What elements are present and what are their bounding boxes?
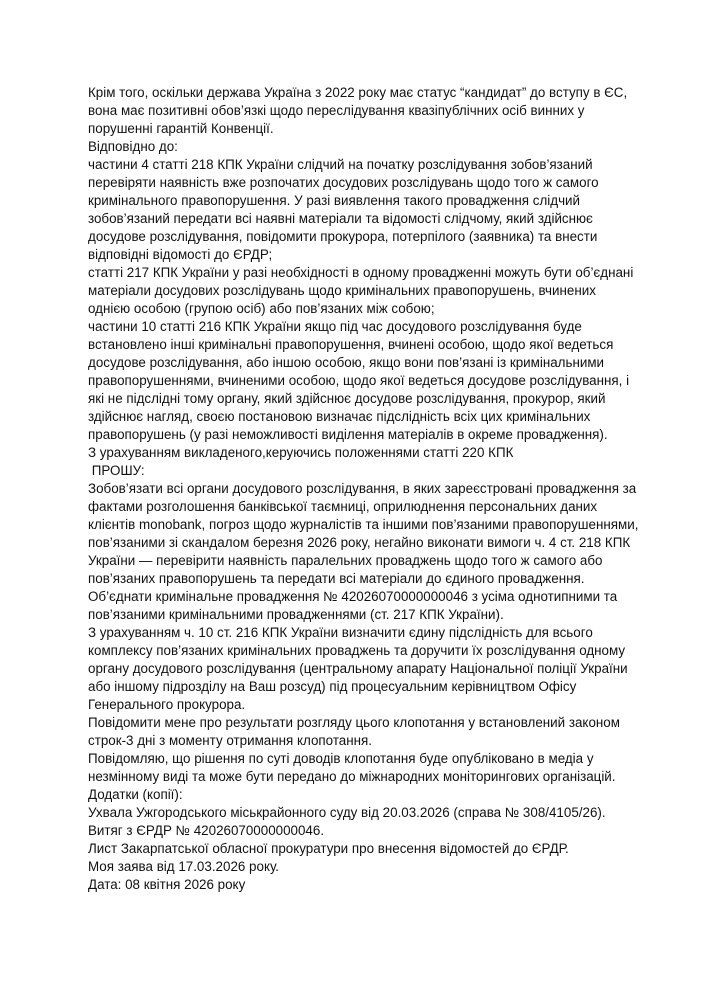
request-item-notify: Повідомити мене про результати розгляду цього клопотання у встановлений законом строк-3 дні з моменту отримання клопотання. — [88, 715, 620, 748]
paragraph-eu-candidate-status: Крім того, оскільки держава Україна з 2022 року має статус “кандидат” до вступу в ЄС, вона має позитивні обов’язкі щодо переслідування квазіпублічних осіб винних у порушенні гарантій Конвенції. — [88, 85, 628, 136]
paragraph-article-216: частини 10 статті 216 КПК України якщо під час досудового розслідування буде встановлено інші кримінальні правопорушення, вчинені особою, щодо якої ведеться досудове розслідування, або іншою особою, якщо вони пов’язані із кримінальними правопорушеннями, вчиненими особою, щодо якої ведеться досудове розслідування, і які не підслідні тому органу, який здійснює досудове розслідування, прокурор, який здійснює нагляд, своєю постановою визначає підслідність всіх цих кримінальних правопорушень (у разі неможливості виділення матеріалів в окреме провадження). — [88, 319, 630, 442]
paragraph-article-218: частини 4 статті 218 КПК України слідчий на початку розслідування зобов’язаний перевіряти наявність вже розпочатих досудових розслідувань щодо того ж самого кримінального правопорушення. У разі виявлення такого провадження слідчий зобов’язаний передати всі наявні матеріали та відомості слідчому, який здійснює досудове розслідування, повідомити прокурора, потерпілого (заявника) та внести відповідні відомості до ЄРДР; — [88, 157, 599, 262]
request-item-oblige: Зобов’язати всі органи досудового розслідування, в яких зареєстровані провадження за фактами розголошення банківської таємниці, оприлюднення персональних даних клієнтів monobank, погроз щодо журналістів та іншими пов’язаними правопорушеннями, пов’язаними зі скандалом березня 2026 року, негайно виконати вимоги ч. 4 ст. 218 КПК України — перевірити наявність паралельних проваджень щодо того ж самого або пов’язаних правопорушень та передати всі матеріали до єдиного провадження. — [88, 481, 639, 586]
attachment-item: Витяг з ЄРДР № 42026070000000046. — [88, 823, 325, 838]
paragraph-according-to: Відповідно до: — [88, 139, 178, 154]
paragraph-article-217: статті 217 КПК України у разі необхідності в одному провадженні можуть бути об’єднані матеріали досудових розслідувань щодо кримінальних правопорушень, вчинених однією особою (групою осіб) або пов’язаних між собою; — [88, 265, 634, 316]
attachments-heading: Додатки (копії): — [88, 787, 183, 802]
request-item-jurisdiction: З урахуванням ч. 10 ст. 216 КПК України визначити єдину підслідність для всього комплексу пов’язаних кримінальних проваджень та доручити їх розслідування одному органу досудового розслідування (центральному апарату Національної поліції України або іншому підрозділу на Ваш розсуд) під процесуальним керівництвом Офісу Генерального прокурора. — [88, 625, 628, 712]
document-date: Дата: 08 квітня 2026 року — [88, 877, 246, 892]
attachment-item: Моя заява від 17.03.2026 року. — [88, 859, 280, 874]
paragraph-media-notice: Повідомляю, що рішення по суті доводів клопотання буде опубліковано в медіа у незмінному виді та може бути передано до міжнародних моніторингових організацій. — [88, 751, 616, 784]
document-body — [88, 84, 640, 894]
heading-request: ПРОШУ: — [88, 463, 145, 478]
attachment-item: Лист Закарпатської обласної прокуратури про внесення відомостей до ЄРДР. — [88, 841, 569, 856]
attachment-item: Ухвала Ужгородського міськрайонного суду від 20.03.2026 (справа № 308/4105/26). — [88, 805, 606, 820]
paragraph-considering: З урахуванням викладеного,керуючись положеннями статті 220 КПК — [88, 445, 514, 460]
request-item-merge: Об’єднати кримінальне провадження № 42026070000000046 з усіма однотипними та пов’язаними кримінальними провадженнями (ст. 217 КПК України). — [88, 589, 618, 622]
